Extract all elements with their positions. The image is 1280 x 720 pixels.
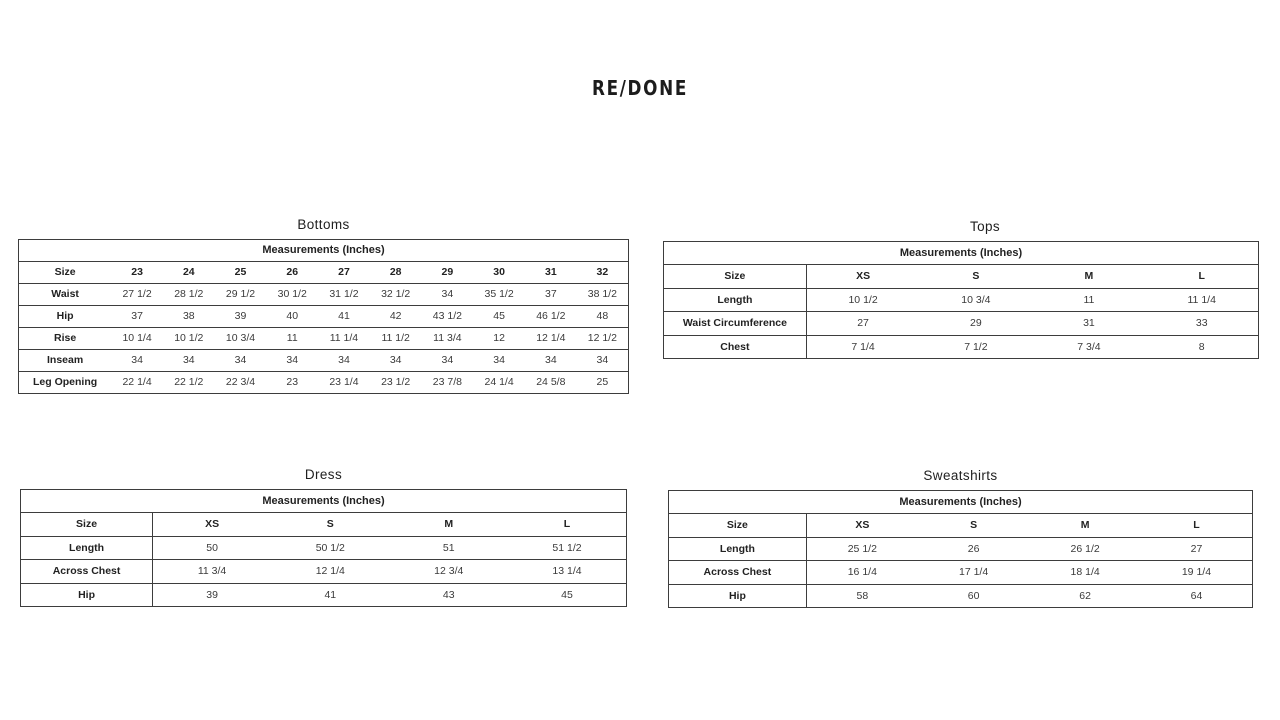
cell-value: 31 bbox=[1032, 312, 1145, 335]
cell-value: 39 bbox=[153, 583, 271, 606]
measurement-row bbox=[19, 372, 629, 394]
cell-value: 46 1/2 bbox=[525, 306, 577, 328]
cell-value: 41 bbox=[318, 306, 370, 328]
measurement-row bbox=[21, 536, 627, 559]
bottoms-size-table bbox=[18, 239, 629, 394]
cell-value: 22 3/4 bbox=[215, 372, 267, 394]
measurement-row bbox=[669, 584, 1253, 607]
cell-value: 64 bbox=[1141, 584, 1253, 607]
cell-value: 19 1/4 bbox=[1141, 561, 1253, 584]
size-header-row bbox=[21, 513, 627, 536]
cell-value: 23 7/8 bbox=[422, 372, 474, 394]
cell-value: S bbox=[918, 514, 1030, 537]
measurement-row bbox=[669, 537, 1253, 560]
cell-value: L bbox=[1141, 514, 1253, 537]
measurements-header: Measurements (Inches) bbox=[669, 491, 1253, 514]
measurements-header-row bbox=[19, 240, 629, 262]
cell-value: 27 1/2 bbox=[111, 284, 163, 306]
cell-value: 27 bbox=[806, 312, 919, 335]
cell-value: 13 1/4 bbox=[508, 560, 627, 583]
cell-value: 11 1/2 bbox=[370, 328, 422, 350]
measurements-header-row bbox=[21, 490, 627, 513]
cell-value: M bbox=[390, 513, 508, 536]
measurements-header: Measurements (Inches) bbox=[664, 242, 1259, 265]
cell-value: 11 bbox=[1032, 288, 1145, 311]
cell-value: 12 1/2 bbox=[577, 328, 629, 350]
cell-value: M bbox=[1029, 514, 1141, 537]
cell-value: 50 1/2 bbox=[271, 536, 389, 559]
cell-value: 11 1/4 bbox=[318, 328, 370, 350]
cell-value: 34 bbox=[473, 350, 525, 372]
sweatshirts-section bbox=[668, 468, 1253, 608]
cell-value: 58 bbox=[806, 584, 918, 607]
cell-value: 23 1/4 bbox=[318, 372, 370, 394]
size-header-row bbox=[669, 514, 1253, 537]
cell-value: 25 bbox=[215, 262, 267, 284]
cell-value: 62 bbox=[1029, 584, 1141, 607]
cell-value: 30 bbox=[473, 262, 525, 284]
dress-title: Dress bbox=[304, 467, 343, 482]
cell-value: 51 1/2 bbox=[508, 536, 627, 559]
cell-value: 7 1/4 bbox=[806, 335, 919, 358]
cell-value: 28 bbox=[370, 262, 422, 284]
cell-value: S bbox=[271, 513, 389, 536]
cell-value: 12 1/4 bbox=[271, 560, 389, 583]
cell-value: 42 bbox=[370, 306, 422, 328]
cell-value: 23 1/2 bbox=[370, 372, 422, 394]
cell-value: 23 bbox=[266, 372, 318, 394]
cell-value: 10 3/4 bbox=[919, 288, 1032, 311]
cell-value: 39 bbox=[215, 306, 267, 328]
cell-value: 26 bbox=[918, 537, 1030, 560]
cell-value: 45 bbox=[473, 306, 525, 328]
size-header-row bbox=[19, 262, 629, 284]
row-label: Leg Opening bbox=[19, 372, 112, 394]
cell-value: 12 1/4 bbox=[525, 328, 577, 350]
measurement-row bbox=[669, 561, 1253, 584]
row-label: Length bbox=[21, 536, 153, 559]
cell-value: 51 bbox=[390, 536, 508, 559]
cell-value: XS bbox=[153, 513, 271, 536]
cell-value: 29 bbox=[919, 312, 1032, 335]
measurement-row bbox=[21, 583, 627, 606]
cell-value: 34 bbox=[266, 350, 318, 372]
tops-section bbox=[663, 219, 1259, 359]
cell-value: 22 1/2 bbox=[163, 372, 215, 394]
bottoms-section bbox=[18, 217, 629, 394]
row-label: Size bbox=[664, 265, 807, 288]
cell-value: 34 bbox=[215, 350, 267, 372]
dress-section bbox=[20, 467, 627, 607]
cell-value: 34 bbox=[370, 350, 422, 372]
cell-value: 10 1/2 bbox=[163, 328, 215, 350]
sweatshirts-size-table bbox=[668, 490, 1253, 608]
cell-value: 18 1/4 bbox=[1029, 561, 1141, 584]
cell-value: 33 bbox=[1145, 312, 1258, 335]
cell-value: 37 bbox=[111, 306, 163, 328]
cell-value: 34 bbox=[318, 350, 370, 372]
cell-value: 24 bbox=[163, 262, 215, 284]
cell-value: 26 bbox=[266, 262, 318, 284]
cell-value: 43 1/2 bbox=[422, 306, 474, 328]
cell-value: 40 bbox=[266, 306, 318, 328]
cell-value: 50 bbox=[153, 536, 271, 559]
row-label: Inseam bbox=[19, 350, 112, 372]
row-label: Chest bbox=[664, 335, 807, 358]
cell-value: L bbox=[508, 513, 627, 536]
dress-size-table bbox=[20, 489, 627, 607]
cell-value: 32 1/2 bbox=[370, 284, 422, 306]
cell-value: 25 bbox=[577, 372, 629, 394]
cell-value: XS bbox=[806, 514, 918, 537]
brand-logo: RE/DONE bbox=[591, 76, 689, 100]
cell-value: XS bbox=[806, 265, 919, 288]
measurements-header: Measurements (Inches) bbox=[21, 490, 627, 513]
measurements-header-row bbox=[664, 242, 1259, 265]
cell-value: 27 bbox=[1141, 537, 1253, 560]
row-label: Across Chest bbox=[21, 560, 153, 583]
cell-value: 7 3/4 bbox=[1032, 335, 1145, 358]
measurement-row bbox=[21, 560, 627, 583]
measurement-row bbox=[19, 306, 629, 328]
row-label: Size bbox=[669, 514, 807, 537]
cell-value: 31 1/2 bbox=[318, 284, 370, 306]
row-label: Waist Circumference bbox=[664, 312, 807, 335]
row-label: Hip bbox=[19, 306, 112, 328]
row-label: Hip bbox=[21, 583, 153, 606]
cell-value: 38 1/2 bbox=[577, 284, 629, 306]
cell-value: 11 1/4 bbox=[1145, 288, 1258, 311]
cell-value: 7 1/2 bbox=[919, 335, 1032, 358]
cell-value: 8 bbox=[1145, 335, 1258, 358]
measurements-header: Measurements (Inches) bbox=[19, 240, 629, 262]
cell-value: 38 bbox=[163, 306, 215, 328]
cell-value: 29 1/2 bbox=[215, 284, 267, 306]
row-label: Length bbox=[669, 537, 807, 560]
cell-value: 45 bbox=[508, 583, 627, 606]
cell-value: 37 bbox=[525, 284, 577, 306]
cell-value: 30 1/2 bbox=[266, 284, 318, 306]
row-label: Length bbox=[664, 288, 807, 311]
cell-value: 10 1/4 bbox=[111, 328, 163, 350]
cell-value: 10 1/2 bbox=[806, 288, 919, 311]
cell-value: 24 1/4 bbox=[473, 372, 525, 394]
row-label: Across Chest bbox=[669, 561, 807, 584]
row-label: Size bbox=[21, 513, 153, 536]
row-label: Rise bbox=[19, 328, 112, 350]
cell-value: 34 bbox=[422, 350, 474, 372]
cell-value: 34 bbox=[111, 350, 163, 372]
cell-value: 41 bbox=[271, 583, 389, 606]
cell-value: 22 1/4 bbox=[111, 372, 163, 394]
cell-value: 26 1/2 bbox=[1029, 537, 1141, 560]
cell-value: 34 bbox=[163, 350, 215, 372]
bottoms-title: Bottoms bbox=[297, 217, 350, 232]
measurement-row bbox=[664, 312, 1259, 335]
cell-value: 23 bbox=[111, 262, 163, 284]
cell-value: 48 bbox=[577, 306, 629, 328]
cell-value: 24 5/8 bbox=[525, 372, 577, 394]
cell-value: 11 3/4 bbox=[153, 560, 271, 583]
cell-value: 12 3/4 bbox=[390, 560, 508, 583]
cell-value: 12 bbox=[473, 328, 525, 350]
cell-value: 29 bbox=[422, 262, 474, 284]
cell-value: 31 bbox=[525, 262, 577, 284]
row-label: Hip bbox=[669, 584, 807, 607]
tops-title: Tops bbox=[969, 219, 1001, 234]
cell-value: 10 3/4 bbox=[215, 328, 267, 350]
cell-value: 17 1/4 bbox=[918, 561, 1030, 584]
measurement-row bbox=[19, 284, 629, 306]
cell-value: L bbox=[1145, 265, 1258, 288]
cell-value: 60 bbox=[918, 584, 1030, 607]
measurement-row bbox=[664, 335, 1259, 358]
cell-value: 11 bbox=[266, 328, 318, 350]
cell-value: 43 bbox=[390, 583, 508, 606]
measurement-row bbox=[664, 288, 1259, 311]
tops-size-table bbox=[663, 241, 1259, 359]
measurement-row bbox=[19, 328, 629, 350]
cell-value: 34 bbox=[577, 350, 629, 372]
measurements-header-row bbox=[669, 491, 1253, 514]
measurement-row bbox=[19, 350, 629, 372]
cell-value: S bbox=[919, 265, 1032, 288]
sweatshirts-title: Sweatshirts bbox=[923, 468, 998, 483]
size-header-row bbox=[664, 265, 1259, 288]
cell-value: 32 bbox=[577, 262, 629, 284]
cell-value: 11 3/4 bbox=[422, 328, 474, 350]
cell-value: 27 bbox=[318, 262, 370, 284]
cell-value: 25 1/2 bbox=[806, 537, 918, 560]
cell-value: 16 1/4 bbox=[806, 561, 918, 584]
cell-value: M bbox=[1032, 265, 1145, 288]
row-label: Size bbox=[19, 262, 112, 284]
cell-value: 28 1/2 bbox=[163, 284, 215, 306]
cell-value: 34 bbox=[422, 284, 474, 306]
cell-value: 35 1/2 bbox=[473, 284, 525, 306]
row-label: Waist bbox=[19, 284, 112, 306]
cell-value: 34 bbox=[525, 350, 577, 372]
